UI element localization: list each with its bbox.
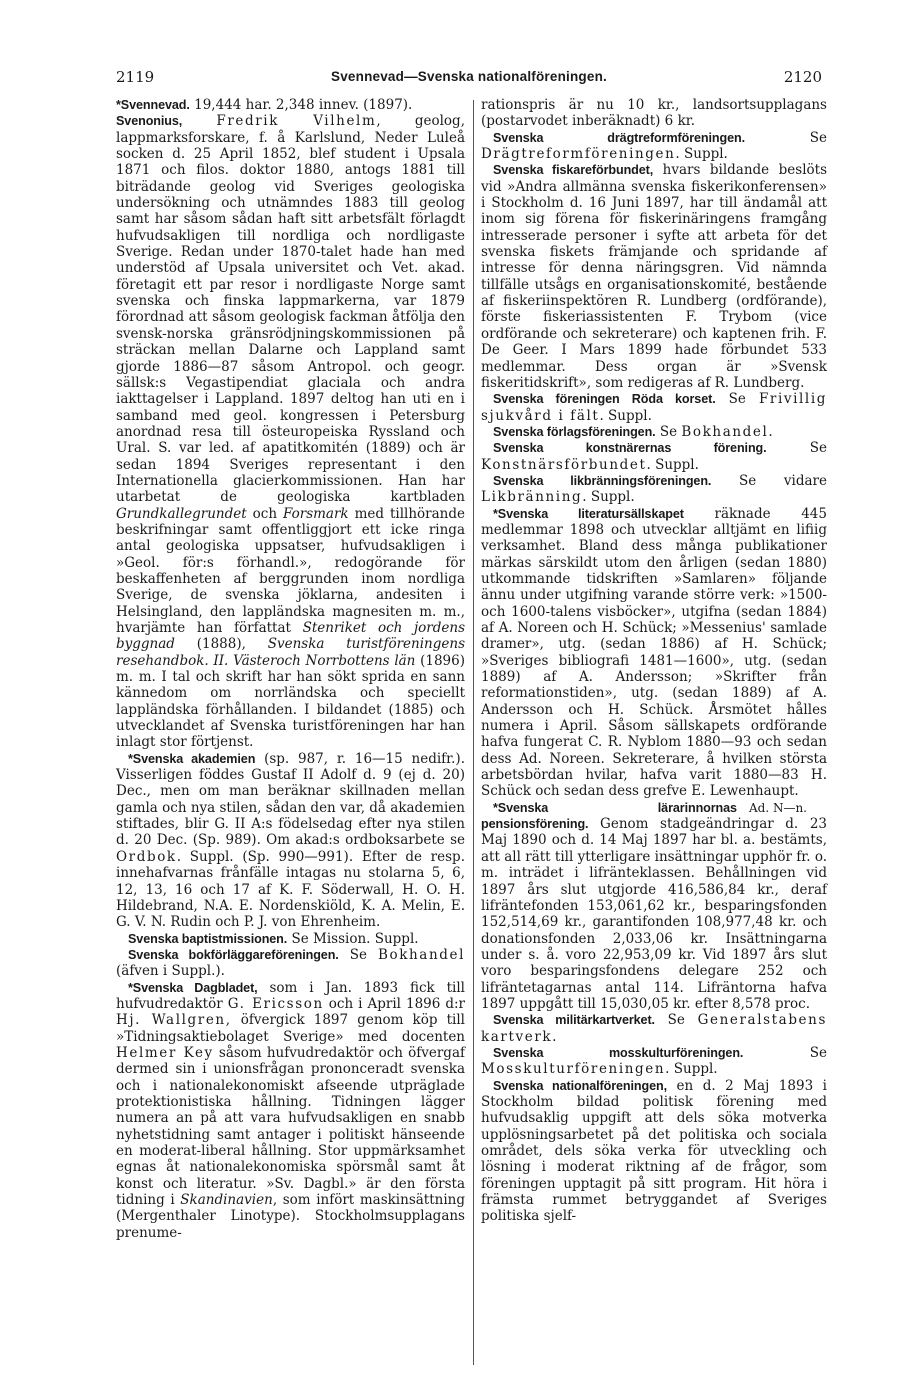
entry-svenska-dagbladet: *Svenska Dagbladet, som i Jan. 1893 fick till hufvudredaktör G. Ericsson och i April 1896 d:r Hj. Wallgren, öfvergick 1897 genom köp till »Tidningsaktiebolaget Sverige» med docenten Helmer Key såsom hufvudredaktör och öfvergaf dermed sin i unionsfrågan prononceradt svenska och i nationalekonomiskt afseende utpräglade protektionistiska hållning. Tidningen lägger numera an på att vara hufvudsakligen en snabb nyhetstidning samt antager i politiskt hänseende en moderat-liberal hållning. Stor uppmärksamhet egnas åt nationalekonomiska spörsmål samt åt konst och literatur. »Sv. Dagbl.» är den första tidning i Skandinavien, som infört maskinsättning (Mergenthaler Linotype). Stockholmsupplagans prenume- [116, 979, 465, 1241]
headword: Svenska militärkartverket. [493, 1013, 655, 1028]
headword: Svenska föreningen Röda korset. [493, 392, 716, 407]
headword: Svenonius, [116, 114, 183, 129]
entry-continuation: rationspris är nu 10 kr., landsortsupplagans (postarvodet inberäknadt) 6 kr. [481, 97, 827, 130]
right-column [481, 97, 827, 1225]
page-number-left: 2119 [116, 68, 155, 86]
entry-forlagsforeningen: Svenska förlagsföreningen. Se Bokhandel. [493, 423, 773, 440]
page-number-right: 2120 [783, 68, 822, 86]
column-divider [473, 100, 474, 1365]
headword: *Svenska Dagbladet, [128, 980, 258, 995]
entry-bokforlaggareforeningen: Svenska bokförläggareföreningen. Se Bokhandel (äfven i Suppl.). [116, 946, 465, 980]
entry-militarkartverket: Svenska militärkartverket. Se Generalstabens kartverk. [481, 1012, 827, 1045]
headword: Svenska likbränningsföreningen. [493, 473, 712, 488]
headword: Svenska bokförläggareföreningen. [128, 947, 339, 962]
page-header [116, 68, 822, 88]
headword: Svenska mosskulturföreningen. [493, 1045, 744, 1060]
headword: *Svenska literatursällskapet [493, 506, 684, 521]
headword: Svenska konstnärernas förening. [493, 441, 767, 456]
entry-roda-korset: Svenska föreningen Röda korset. Se Frivillig sjukvård i fält. Suppl. [481, 391, 828, 424]
entry-svenska-akademien: *Svenska akademien (sp. 987, r. 16—15 nedifr.). Visserligen föddes Gustaf II Adolf d. 9 (ej d. 20) Dec., men om man beräknar skillnaden mellan gamla och nya stilen, sådan den var, då akademien stiftades, blir G. II A:s födelsedag efter nya stilen d. 20 Dec. (Sp. 989). Om akad:s ordboksarbete se Ordbok. Suppl. (Sp. 990—991). Efter de resp. innehafvarnas frånfälle intagas nu stolarna 5, 6, 12, 13, 16 och 17 af K. F. Söderwall, H. O. H. Hildebrand, N.A. E. Nordenskiöld, K. A. Melin, E. G. V. N. Rudin och P. J. von Ehrenheim. [116, 750, 465, 931]
headword: Svenska fiskareförbundet, [493, 163, 654, 178]
entry-mosskulturforeningen: Svenska mosskulturföreningen. Se Mosskulturföreningen. Suppl. [481, 1044, 827, 1078]
author-signature: Ad. N—n. [748, 800, 807, 815]
headword: *Svenska akademien [128, 751, 256, 766]
headword: Svenska nationalföreningen, [493, 1078, 667, 1093]
entry-literatursallskapet: *Svenska literatursällskapet räknade 445 medlemmar 1898 och utvecklar alltjämt en lifiig verksamhet. Bland dess många publikationer märkas särskildt utom den årligen (sedan 1880) utkommande tidskriften »Samlaren» följande ännu under utgifning varande större verk: »1500- och 1600-talens visböcker», utgifna (sedan 1884) af A. Noreen och H. Schück; »Messenius' samlade dramer», utg. (sedan 1886) af H. Schück; »Sveriges bibliografi 1481—1600», utg. (sedan 1889) af A. Andersson; »Skrifter från reformationstiden», utg. (sedan 1889) af A. Andersson och H. Schück. Årsmötet hålles numera i April. Såsom sällskapets ordförande hafva fungerat C. R. Nyblom 1880—93 och sedan dess Ad. Noreen. Sekreterare, å hvilken största arbetsbördan hvilar, hafva varit 1880—83 H. Schück och sedan dess grefve E. Lewenhaupt. Ad. N—n. [481, 505, 827, 815]
headword: *Svenska lärarinnornas pensionsförening. [481, 800, 737, 832]
entry-konstnarernas-forening: Svenska konstnärernas förening. Se Konstnärsförbundet. Suppl. [481, 440, 828, 473]
headword: Svenska drägtreformföreningen. [493, 130, 746, 145]
headword: *Svennevad. [116, 98, 190, 112]
entry-svennevad: *Svennevad. 19,444 har. 2,348 innev. (1897). [116, 97, 413, 113]
entry-lararinnornas-pensionsforening: *Svenska lärarinnornas pensionsförening. Genom stadgeändringar d. 23 Maj 1890 och d. 14 Maj 1897 har bl. a. bestämts, att all rätt till ytterligare insättningar upphör fr. o. m. inträdet i lifränteklassen. Behållningen vid 1897 års slut utgjorde 416,586,84 kr., deraf lifräntefonden 153,061,62 kr., besparingsfonden 152,514,69 kr., garantifonden 108,977,48 kr. och donationsfonden 2,033,06 kr. Insättningarna under s. å. voro 22,953,09 kr. Vid 1897 års slut voro besparingsfondens delegare 252 och lifräntetagarnas antal 114. Lifräntorna hafva 1897 uppgått till 15,030,05 kr. efter 8,578 proc. [481, 800, 827, 1012]
running-title: Svennevad—Svenska nationalföreningen. [331, 69, 607, 84]
entry-baptistmissionen: Svenska baptistmissionen. Se Mission. Suppl. [128, 930, 419, 947]
headword: Svenska förlagsföreningen. [493, 424, 656, 439]
entry-svenonius: Svenonius, Fredrik Vilhelm, geolog, lappmarksforskare, f. å Karlslund, Neder Luleå socken d. 25 April 1852, blef student i Upsala 1871 och filos. doktor 1880, antogs 1881 till biträdande geolog vid Sveriges geologiska undersökning och utnämndes 1883 till geolog samt har såsom sådan haft sitt arbetsfält förlagdt hufvudsakligen till nordliga och nordligaste Sverige. Redan under 1870-talet hade han med understöd af Upsala universitet och Vet. akad. företagit ett par resor i nordligaste Norge samt svenska och finska lappmarkerna, var 1879 förordnad att såsom geologisk fackman åtfölja den svensk-norska gränsrödjningskommissionen på sträckan mellan Dalarne och Lappland samt gjorde 1886—87 såsom Antropol. och geogr. sällsk:s Vegastipendiat glaciala och andra iakttagelser i Lappland. 1897 deltog han uti en i samband med geol. kongressen i Petersburg anordnad resa till östeuropeiska Ryssland och Ural. S. var led. af apatitkomitén (1889) och är sedan 1894 Sveriges representant i den Internationella glacierkommissionen. Han har utarbetat de geologiska kartbladen Grundkallegrundet och Forsmark med tillhörande beskrifningar samt offentliggjort ett icke ringa antal geologiska uppsatser, hufvudsakligen i »Geol. för:s förhandl.», redogörande för beskaffenheten af berggrunden inom nordliga Sverige, de svenska jöklarna, andesiten i Helsingland, den lappländska magnesiten m. m., hvarjämte han författat Stenriket och jordens byggnad (1888), Svenska turistföreningens resehandbok. II. Västeroch Norrbottens län (1896) m. m. I tal och skrift har han sökt sprida en sann kännedom om norrländska och speciellt lappländska förhållanden. I bildandet (1885) och utvecklandet af Svenska turistföreningen har han inlagt stor förtjenst. [116, 113, 466, 751]
headword: Svenska baptistmissionen. [128, 931, 288, 946]
entry-dragtreformforeningen: Svenska drägtreformföreningen. Se Drägtreformföreningen. Suppl. [481, 129, 827, 163]
entry-fiskareforbundet: Svenska fiskareförbundet, hvars bildande beslöts vid »Andra allmänna svenska fiskerikonferensen» i Stockholm d. 16 Juni 1897, har till ändamål att inom sig förena för fiskerinäringens framgång intresserade personer i syfte att arbeta för det svenska fiskets främjande och spridande af intresse för denna näringsgren. Vid nämnda tillfälle utsågs en organisationskomité, bestående af fiskeriinspektören R. Lundberg (ordförande), förste fiskeriassistenten F. Trybom (vice ordförande och sekreterare) och kaptenen frih. F. De Geer. I Mars 1899 hade förbundet 533 medlemmar. Dess organ är »Svensk fiskeritidskrift», som redigeras af R. Lundberg. [481, 162, 827, 391]
entry-likbranningsforeningen: Svenska likbränningsföreningen. Se vidare Likbränning. Suppl. [481, 472, 828, 506]
entry-nationalforeningen: Svenska nationalföreningen, en d. 2 Maj 1893 i Stockholm bildad politisk förening med hufvudsaklig uppgift att dels söka motverka upplösningsarbetet på det politiska och sociala området, dels söka verka för utveckling och lösning i moderat riktning af de frågor, som föreningen upptagit på sitt program. Hit höra i främsta rummet betryggandet af Sveriges politiska sjelf- [481, 1077, 827, 1225]
left-column [116, 97, 465, 1241]
